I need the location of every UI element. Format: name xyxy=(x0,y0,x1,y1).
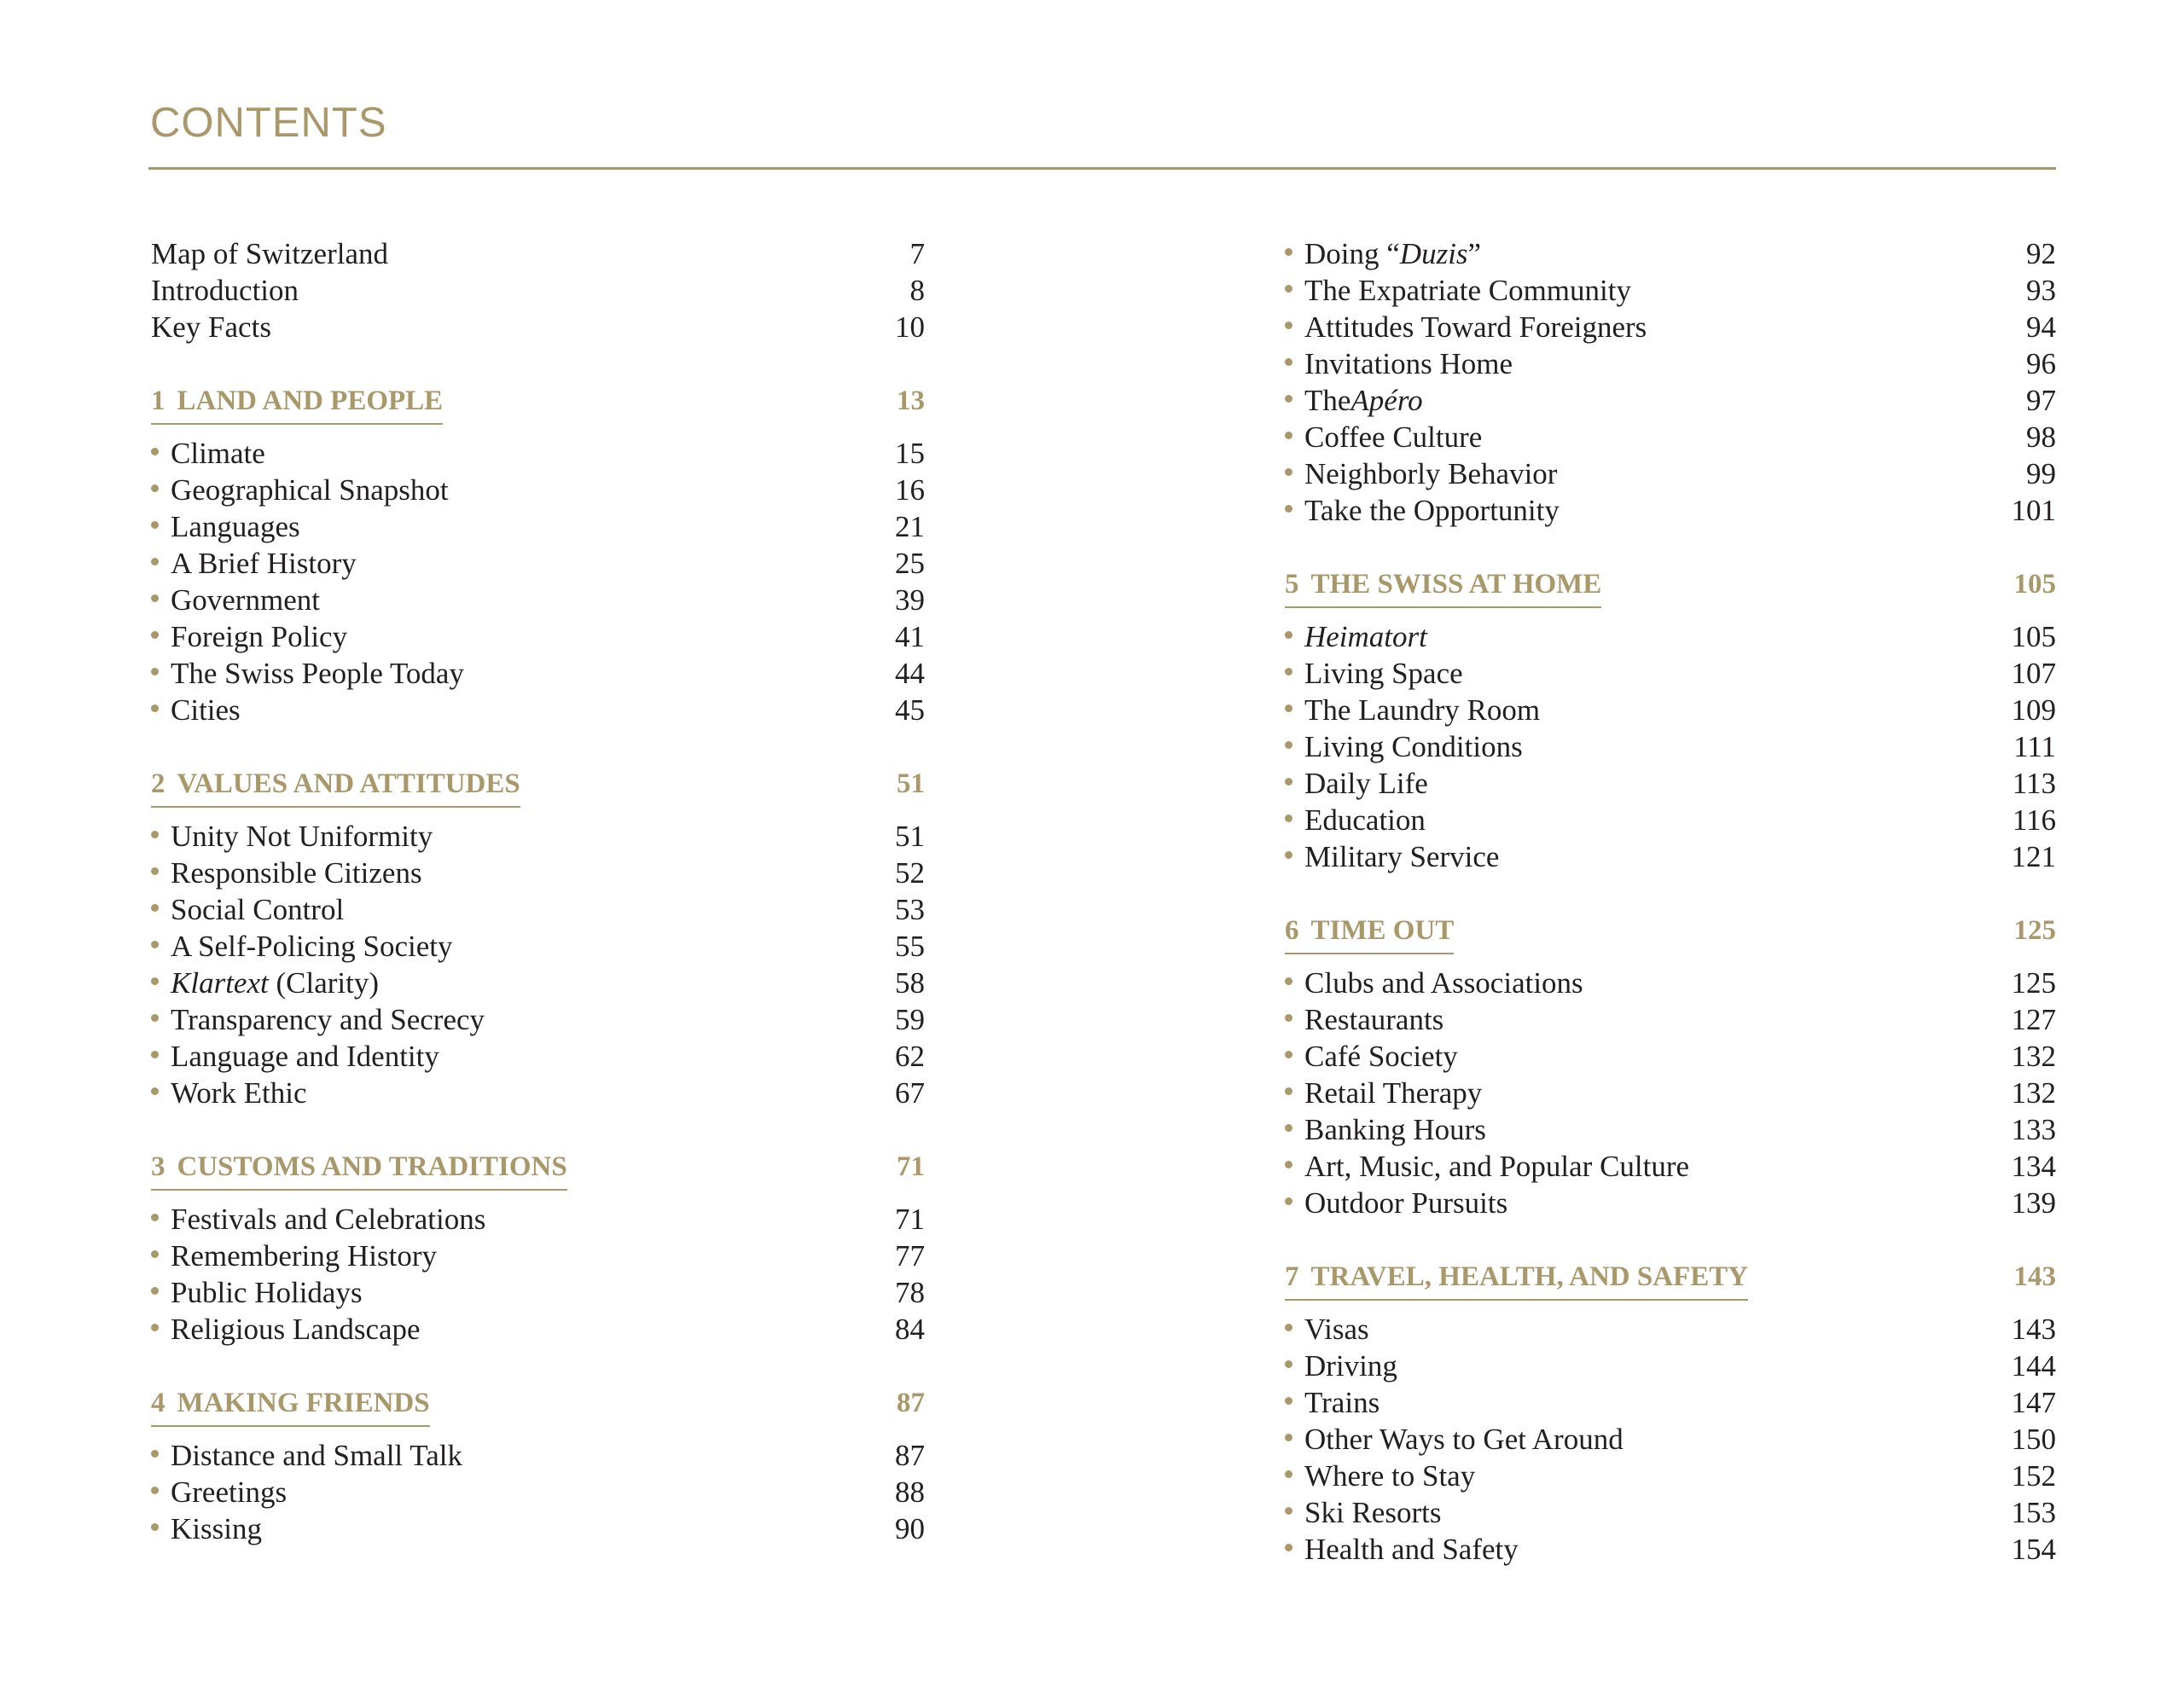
toc-entry[interactable] xyxy=(151,545,925,582)
page-number: 101 xyxy=(2011,494,2056,527)
entry-title-text: A Brief History xyxy=(171,547,357,580)
page-number: 51 xyxy=(895,820,925,853)
chapter-number: 3 xyxy=(151,1151,166,1182)
toc-entry[interactable] xyxy=(1285,655,2056,692)
entry-title xyxy=(1285,382,1423,419)
toc-entry[interactable] xyxy=(1285,1111,2056,1148)
entry-title xyxy=(1285,345,1513,382)
chapter-title-text: MAKING FRIENDS xyxy=(177,1388,430,1418)
toc-entry[interactable] xyxy=(1285,1531,2056,1568)
entry-title xyxy=(151,928,453,965)
page-number: 84 xyxy=(895,1313,925,1346)
entry-title xyxy=(1285,492,1560,529)
entry-title xyxy=(151,235,388,272)
page-number: 150 xyxy=(2011,1423,2056,1456)
entry-title-text: Ski Resorts xyxy=(1304,1496,1442,1529)
entry-title-text: The xyxy=(1304,384,1351,417)
page-number: 44 xyxy=(895,657,925,690)
page-number: 109 xyxy=(2011,693,2056,727)
entry-title-text: Retail Therapy xyxy=(1304,1076,1483,1110)
entry-title-text: Climate xyxy=(171,437,265,470)
chapter-title xyxy=(151,1149,567,1191)
entry-title xyxy=(151,472,449,508)
entry-title-text: Government xyxy=(171,583,320,617)
entry-title-text: Responsible Citizens xyxy=(171,856,422,890)
entry-title xyxy=(151,545,357,582)
entry-title xyxy=(1285,1421,1623,1458)
chapter-page-number: 87 xyxy=(897,1388,925,1418)
page-number: 78 xyxy=(895,1276,925,1309)
entry-title-text: Trains xyxy=(1304,1386,1380,1419)
entry-title xyxy=(151,1075,307,1111)
page-number: 87 xyxy=(895,1439,925,1472)
entry-title xyxy=(151,692,241,728)
chapter-section xyxy=(151,1385,925,1547)
front-matter-entry[interactable] xyxy=(151,235,925,272)
entry-title-text: Distance and Small Talk xyxy=(171,1439,462,1472)
entry-title-text: Health and Safety xyxy=(1304,1533,1519,1566)
entry-title-text: Daily Life xyxy=(1304,767,1428,800)
page-number: 105 xyxy=(2011,620,2056,653)
entry-title xyxy=(1285,1458,1475,1494)
page-number: 153 xyxy=(2011,1496,2056,1529)
entry-title-text: Visas xyxy=(1304,1313,1369,1346)
page-number: 15 xyxy=(895,437,925,470)
page-number: 10 xyxy=(895,310,925,344)
entry-title xyxy=(1285,272,1631,309)
entry-title-text: Coffee Culture xyxy=(1304,420,1483,454)
page-number: 71 xyxy=(895,1203,925,1236)
entry-title-text: Geographical Snapshot xyxy=(171,473,449,507)
toc-entry[interactable] xyxy=(151,1311,925,1348)
entry-title xyxy=(151,1437,462,1474)
toc-entry[interactable] xyxy=(151,818,925,855)
chapter-section xyxy=(151,383,925,728)
toc-entry[interactable] xyxy=(1285,1494,2056,1531)
toc-entry[interactable] xyxy=(1285,345,2056,382)
toc-entry[interactable] xyxy=(151,692,925,728)
chapter-title-text: LAND AND PEOPLE xyxy=(177,386,444,416)
chapter-section xyxy=(1285,1259,2056,1568)
toc-entry[interactable] xyxy=(1285,692,2056,728)
toc-entry[interactable] xyxy=(1285,765,2056,802)
chapter-title-text: VALUES AND ATTITUDES xyxy=(177,768,520,799)
page-number: 99 xyxy=(2026,457,2056,490)
toc-entry[interactable] xyxy=(1285,1075,2056,1111)
entry-title-text: Take the Opportunity xyxy=(1304,494,1560,527)
entry-title xyxy=(151,1311,421,1348)
chapter-page-number: 51 xyxy=(897,768,925,799)
page-number: 139 xyxy=(2011,1186,2056,1220)
entry-title xyxy=(1285,692,1540,728)
page-number: 77 xyxy=(895,1239,925,1272)
page-number: 97 xyxy=(2026,384,2056,417)
toc-entry[interactable] xyxy=(1285,309,2056,345)
entry-title xyxy=(151,1038,439,1075)
chapter-page-number: 105 xyxy=(2013,569,2056,600)
entry-title-text: Invitations Home xyxy=(1304,347,1513,380)
entry-title xyxy=(151,891,344,928)
entry-title-text: Public Holidays xyxy=(171,1276,363,1309)
page-number: 21 xyxy=(895,510,925,543)
entry-title-text: A Self-Policing Society xyxy=(171,930,453,963)
toc-entry[interactable] xyxy=(1285,1148,2056,1185)
toc-entry[interactable] xyxy=(1285,1185,2056,1221)
entry-title-text: Festivals and Celebrations xyxy=(171,1203,486,1236)
page-number: 94 xyxy=(2026,310,2056,344)
entry-title-text: Work Ethic xyxy=(171,1076,307,1110)
entry-title-text: Introduction xyxy=(151,274,299,307)
chapter-section xyxy=(151,766,925,1111)
page-number: 127 xyxy=(2011,1003,2056,1036)
entry-title-italic: Klartext xyxy=(171,966,269,1000)
entry-title xyxy=(151,582,320,618)
entry-title xyxy=(151,1238,437,1274)
page-number: 8 xyxy=(909,274,925,307)
page-number: 121 xyxy=(2011,840,2056,873)
page-number: 53 xyxy=(895,893,925,926)
toc-entry[interactable] xyxy=(1285,1458,2056,1494)
entry-title xyxy=(1285,1148,1689,1185)
page-number: 59 xyxy=(895,1003,925,1036)
page-number: 45 xyxy=(895,693,925,727)
entry-title xyxy=(151,435,265,472)
page-number: 16 xyxy=(895,473,925,507)
chapter-page-number: 143 xyxy=(2013,1261,2056,1292)
entry-title-text: Where to Stay xyxy=(1304,1459,1476,1493)
entry-title xyxy=(151,508,300,545)
entry-title xyxy=(1285,235,1481,272)
entry-title-italic: Apéro xyxy=(1350,384,1423,417)
page-number: 90 xyxy=(895,1512,925,1545)
entry-title-text: Kissing xyxy=(171,1512,262,1545)
chapter-title-text: THE SWISS AT HOME xyxy=(1310,569,1602,600)
toc-entry[interactable] xyxy=(1285,1311,2056,1348)
page-number: 147 xyxy=(2011,1386,2056,1419)
chapter-title xyxy=(151,383,443,425)
entry-title xyxy=(1285,1111,1486,1148)
page-number: 116 xyxy=(2012,803,2056,837)
entry-title-text: Art, Music, and Popular Culture xyxy=(1304,1150,1690,1183)
toc-entry[interactable] xyxy=(1285,1384,2056,1421)
page-number: 98 xyxy=(2026,420,2056,454)
toc-entry[interactable] xyxy=(151,1437,925,1474)
toc-entry[interactable] xyxy=(151,1510,925,1547)
entry-title xyxy=(1285,1531,1519,1568)
chapter-heading[interactable] xyxy=(151,1385,925,1422)
page-number: 62 xyxy=(895,1040,925,1073)
entry-title-text: Cities xyxy=(171,693,241,727)
entry-title-text: Attitudes Toward Foreigners xyxy=(1304,310,1647,344)
entry-title xyxy=(151,1001,485,1038)
toc-entry[interactable] xyxy=(151,1038,925,1075)
entry-title xyxy=(1285,838,1499,875)
entry-title xyxy=(1285,765,1428,802)
chapter-title xyxy=(151,766,520,808)
chapter-title xyxy=(1285,566,1601,608)
entry-title-text: Transparency and Secrecy xyxy=(171,1003,485,1036)
toc-entry[interactable] xyxy=(1285,1001,2056,1038)
entry-title xyxy=(151,855,422,891)
entry-title-text: Language and Identity xyxy=(171,1040,439,1073)
toc-entry[interactable] xyxy=(1285,492,2056,529)
page-number: 67 xyxy=(895,1076,925,1110)
chapter-section xyxy=(1285,566,2056,875)
entry-title-text: Social Control xyxy=(171,893,345,926)
toc-entry[interactable] xyxy=(1285,838,2056,875)
toc-entry[interactable] xyxy=(151,618,925,655)
entry-title-text: The Laundry Room xyxy=(1304,693,1541,727)
page-number: 111 xyxy=(2013,730,2056,763)
entry-title-text: Unity Not Uniformity xyxy=(171,820,433,853)
page-number: 152 xyxy=(2011,1459,2056,1493)
page-number: 134 xyxy=(2011,1150,2056,1183)
entry-title-italic: Heimatort xyxy=(1304,620,1427,653)
page-number: 107 xyxy=(2011,657,2056,690)
entry-title xyxy=(151,818,433,855)
entry-title-text: Banking Hours xyxy=(1304,1113,1486,1146)
chapter-page-number: 125 xyxy=(2013,915,2056,946)
page-number: 52 xyxy=(895,856,925,890)
page-title: CONTENTS xyxy=(150,100,387,146)
entry-title-italic: Duzis xyxy=(1399,237,1468,270)
entry-title-text: Living Space xyxy=(1304,657,1463,690)
toc-entry[interactable] xyxy=(1285,455,2056,492)
chapter-heading[interactable] xyxy=(151,1149,925,1186)
entry-title xyxy=(1285,1075,1482,1111)
front-matter-entry[interactable] xyxy=(151,309,925,345)
entry-title xyxy=(1285,618,1427,655)
entry-title xyxy=(1285,419,1482,455)
entry-title xyxy=(1285,1038,1458,1075)
page-number: 88 xyxy=(895,1475,925,1509)
chapter-heading[interactable] xyxy=(1285,913,2056,949)
toc-entry[interactable] xyxy=(151,1075,925,1111)
entry-title-text: Languages xyxy=(171,510,300,543)
chapter-number: 6 xyxy=(1285,915,1299,946)
chapter-number: 1 xyxy=(151,386,166,416)
entry-title-text: Religious Landscape xyxy=(171,1313,421,1346)
entry-title xyxy=(1285,309,1647,345)
entry-title xyxy=(151,1510,262,1547)
entry-title-text: Restaurants xyxy=(1304,1003,1444,1036)
entry-title-text: Doing “ xyxy=(1304,237,1400,270)
toc-entry[interactable] xyxy=(151,891,925,928)
toc-entry[interactable] xyxy=(151,582,925,618)
entry-title-text: Military Service xyxy=(1304,840,1500,873)
chapter-number: 4 xyxy=(151,1388,166,1418)
page-number: 96 xyxy=(2026,347,2056,380)
page-number: 154 xyxy=(2011,1533,2056,1566)
page-number: 132 xyxy=(2011,1040,2056,1073)
toc-entry[interactable] xyxy=(1285,272,2056,309)
page-number: 7 xyxy=(909,237,925,270)
entry-title-text: Foreign Policy xyxy=(171,620,348,653)
entry-title xyxy=(151,1201,485,1238)
page-number: 113 xyxy=(2012,767,2056,800)
page-number: 132 xyxy=(2011,1076,2056,1110)
toc-entry[interactable] xyxy=(1285,419,2056,455)
toc-entry[interactable] xyxy=(1285,802,2056,838)
entry-title xyxy=(1285,802,1426,838)
entry-title-text: Other Ways to Get Around xyxy=(1304,1423,1623,1456)
entry-title-text: ” xyxy=(1467,237,1482,270)
page-number: 58 xyxy=(895,966,925,1000)
toc-entry[interactable] xyxy=(1285,728,2056,765)
chapter-heading[interactable] xyxy=(151,766,925,803)
toc-entry[interactable] xyxy=(1285,1038,2056,1075)
contents-left-column xyxy=(151,235,925,1547)
chapter-title-text: TRAVEL, HEALTH, AND SAFETY xyxy=(1310,1261,1749,1292)
page-number: 25 xyxy=(895,547,925,580)
entry-title xyxy=(151,655,464,692)
entry-title-text: Remembering History xyxy=(171,1239,438,1272)
toc-entry[interactable] xyxy=(151,855,925,891)
toc-entry[interactable] xyxy=(151,1238,925,1274)
page-number: 55 xyxy=(895,930,925,963)
toc-entry[interactable] xyxy=(151,928,925,965)
entry-title-text: The Expatriate Community xyxy=(1304,274,1631,307)
toc-entry[interactable] xyxy=(151,1274,925,1311)
page-number: 39 xyxy=(895,583,925,617)
chapter-page-number: 13 xyxy=(897,386,925,416)
chapter-heading[interactable] xyxy=(1285,1259,2056,1296)
entry-title xyxy=(151,1274,363,1311)
entry-title-text: Map of Switzerland xyxy=(151,237,388,270)
toc-entry[interactable] xyxy=(1285,1421,2056,1458)
entry-title-text: Education xyxy=(1304,803,1426,837)
entry-title xyxy=(1285,1185,1507,1221)
chapter-heading[interactable] xyxy=(151,383,925,420)
chapter-title-text: CUSTOMS AND TRADITIONS xyxy=(177,1151,567,1182)
entry-title xyxy=(151,965,379,1001)
toc-entry[interactable] xyxy=(151,655,925,692)
front-matter-entry[interactable] xyxy=(151,272,925,309)
page-number: 143 xyxy=(2011,1313,2056,1346)
page-number: 41 xyxy=(895,620,925,653)
page-number: 144 xyxy=(2011,1349,2056,1383)
toc-entry[interactable] xyxy=(151,472,925,508)
page-number: 133 xyxy=(2011,1113,2056,1146)
page-number: 93 xyxy=(2026,274,2056,307)
chapter-section xyxy=(151,1149,925,1348)
entry-title-text: Greetings xyxy=(171,1475,288,1509)
toc-entry[interactable] xyxy=(1285,382,2056,419)
page-number: 92 xyxy=(2026,237,2056,270)
entry-title xyxy=(1285,1384,1380,1421)
toc-entry[interactable] xyxy=(1285,618,2056,655)
entry-title-text: Neighborly Behavior xyxy=(1304,457,1558,490)
page-number: 125 xyxy=(2011,966,2056,1000)
toc-entry[interactable] xyxy=(151,965,925,1001)
entry-title xyxy=(151,309,271,345)
toc-entry[interactable] xyxy=(151,1474,925,1510)
chapter-number: 2 xyxy=(151,768,166,799)
toc-entry[interactable] xyxy=(151,508,925,545)
entry-title-text: Driving xyxy=(1304,1349,1397,1383)
chapter-number: 7 xyxy=(1285,1261,1299,1292)
chapter-title-text: TIME OUT xyxy=(1310,915,1455,946)
chapter-title xyxy=(151,1385,430,1427)
contents-right-column xyxy=(1285,235,2056,1568)
entry-title-text: Outdoor Pursuits xyxy=(1304,1186,1508,1220)
entry-title xyxy=(1285,1311,1369,1348)
toc-entry[interactable] xyxy=(1285,235,2056,272)
toc-entry[interactable] xyxy=(151,1001,925,1038)
entry-title xyxy=(151,618,347,655)
entry-title xyxy=(151,1474,287,1510)
toc-entry[interactable] xyxy=(151,435,925,472)
entry-title-text: The Swiss People Today xyxy=(171,657,464,690)
toc-entry[interactable] xyxy=(151,1201,925,1238)
chapter-heading[interactable] xyxy=(1285,566,2056,603)
entry-title xyxy=(1285,1348,1397,1384)
entry-title xyxy=(151,272,299,309)
entry-title xyxy=(1285,455,1557,492)
entry-title xyxy=(1285,728,1523,765)
entry-title-text: (Clarity) xyxy=(268,966,379,1000)
entry-title-text: Living Conditions xyxy=(1304,730,1523,763)
chapter-number: 5 xyxy=(1285,569,1299,600)
entry-title xyxy=(1285,1494,1441,1531)
entry-title xyxy=(1285,965,1583,1001)
toc-entry[interactable] xyxy=(1285,965,2056,1001)
entry-title-text: Clubs and Associations xyxy=(1304,966,1583,1000)
chapter-section xyxy=(1285,913,2056,1221)
chapter-title xyxy=(1285,1259,1748,1301)
chapter-page-number: 71 xyxy=(897,1151,925,1182)
entry-title-text: Key Facts xyxy=(151,310,271,344)
entry-title-text: Café Society xyxy=(1304,1040,1458,1073)
entry-title xyxy=(1285,1001,1443,1038)
title-rule xyxy=(148,167,2056,170)
entry-title xyxy=(1285,655,1463,692)
chapter-title xyxy=(1285,913,1454,954)
toc-entry[interactable] xyxy=(1285,1348,2056,1384)
